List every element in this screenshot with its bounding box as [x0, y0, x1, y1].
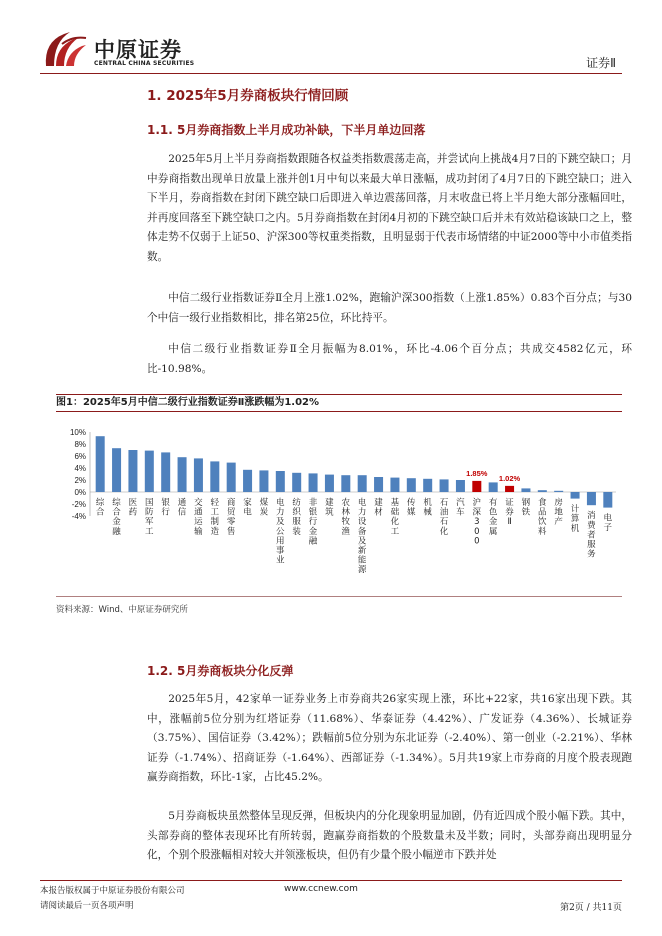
bar — [521, 488, 530, 492]
category-label: 石油石化 — [439, 498, 449, 537]
bar — [571, 492, 580, 499]
category-label: 农林牧渔 — [341, 498, 351, 537]
category-label: 家电 — [243, 498, 252, 518]
category-label: 房地产 — [554, 498, 563, 528]
figure-1-source: 资料来源：Wind、中原证券研究所 — [56, 605, 188, 615]
bar — [341, 475, 350, 492]
bar — [276, 471, 285, 492]
category-label: 计算机 — [570, 504, 580, 534]
logo-chinese-name: 中原证券 — [94, 37, 182, 62]
footer-website-link[interactable]: www.ccnew.com — [284, 884, 358, 894]
bar — [227, 463, 236, 492]
data-label: 1.02% — [498, 473, 521, 483]
category-label: 综合 — [95, 498, 105, 518]
y-tick-label: 2% — [74, 476, 86, 485]
bar — [587, 492, 596, 505]
data-label: 1.85% — [466, 468, 488, 478]
category-label: 建材 — [374, 498, 383, 518]
category-label: 电子 — [603, 513, 613, 534]
category-label: 煤炭 — [259, 498, 269, 518]
category-label: 证券 Ⅱ — [505, 498, 514, 528]
section-1-title: 1. 2025年5月券商板块行情回顾 — [147, 88, 349, 104]
bar — [456, 480, 465, 492]
bar — [423, 479, 432, 492]
category-label: 建筑 — [325, 498, 334, 518]
bar — [472, 481, 481, 492]
bar — [96, 436, 105, 492]
page-header — [0, 0, 662, 80]
footer-copyright: 本报告版权属于中原证券股份有限公司 — [40, 886, 185, 896]
industry-return-bar-chart — [56, 422, 622, 594]
category-label: 综合金融 — [112, 498, 121, 537]
bar — [194, 458, 203, 492]
category-label: 有色金属 — [488, 498, 498, 537]
y-tick-label: 0% — [74, 488, 86, 497]
bar — [374, 477, 383, 492]
bar — [112, 448, 121, 492]
y-tick-label: 6% — [74, 452, 86, 461]
category-label: 通信 — [177, 498, 187, 518]
y-tick-label: 10% — [69, 428, 86, 437]
category-label: 非银行金融 — [308, 498, 318, 547]
logo-english-name: CENTRAL CHINA SECURITIES — [94, 60, 195, 67]
bar — [325, 475, 334, 492]
bar — [505, 486, 514, 492]
section-1-2-title: 1.2. 5月券商板块分化反弹 — [147, 664, 294, 678]
category-label: 电力设备及新能源 — [357, 498, 367, 576]
y-tick-label: -4% — [71, 512, 86, 521]
bar — [440, 479, 449, 492]
category-label: 国防军工 — [145, 498, 154, 537]
bar — [489, 482, 498, 492]
section-1-1-title: 1.1. 5月券商指数上半月成功补缺，下半月单边回落 — [147, 123, 426, 137]
footer-notice: 请阅读最后一页各项声明 — [40, 901, 134, 911]
category-label: 轻工制造 — [210, 498, 220, 537]
category-label: 传媒 — [407, 498, 416, 518]
bar — [538, 490, 547, 492]
bar — [128, 450, 137, 492]
category-label: 机械 — [423, 498, 432, 518]
bar — [145, 451, 154, 492]
category-label: 食品饮料 — [538, 498, 547, 537]
bar — [358, 475, 367, 492]
figure-1-title: 图1：2025年5月中信二级行业指数证券Ⅱ涨跌幅为1.02% — [56, 394, 622, 412]
bar — [603, 492, 612, 508]
bar — [243, 470, 252, 492]
bar — [407, 478, 416, 492]
footer-page-number: 第2页 / 共11页 — [560, 903, 622, 913]
category-label: 纺织服装 — [292, 498, 301, 537]
section-1-1-paragraph-1: 2025年5月上半月券商指数跟随各权益类指数震荡走高，并尝试向上挑战4月7日的下跳空缺口；月中券商指数出现单日放量上涨并创1月中旬以来最大单日涨幅，成功封闭了4月7日的下跳空缺口；进入下半月，券商指数在封闭下跳空缺口后即进入单边震荡回落，月末收盘已将上半月绝大部分涨幅回吐，并再度回落至下跳空缺口之内。5月券商指数在封闭4月初的下跳空缺口后并未有效站稳该缺口之上，整体走势不仅弱于上证50、沪深300等权重类指数，且明显弱于代表市场情绪的中证2000等中小市值类指数。 — [147, 153, 632, 263]
bar — [161, 452, 170, 492]
section-1-1-paragraph-3: 中信二级行业指数证券Ⅱ全月振幅为8.01%，环比-4.06个百分点；共成交4582亿元，环比-10.98%。 — [147, 343, 632, 375]
bar — [390, 478, 399, 492]
category-label: 电力及公用事业 — [276, 498, 285, 566]
category-label: 银行 — [161, 498, 170, 518]
bar — [259, 470, 268, 492]
industry-tag: 证券Ⅱ — [586, 56, 616, 70]
category-label: 钢铁 — [521, 498, 531, 518]
category-label: 沪深 3 0 0 — [472, 498, 482, 547]
source-divider — [56, 596, 622, 597]
header-divider — [40, 73, 622, 74]
footer-divider — [40, 880, 622, 881]
y-tick-label: 4% — [74, 464, 86, 473]
section-1-1-paragraph-2: 中信二级行业指数证券Ⅱ全月上涨1.02%，跑输沪深300指数（上涨1.85%）0.83个百分点；与30个中信一级行业指数相比，排名第25位，环比持平。 — [147, 292, 632, 324]
category-label: 医药 — [128, 498, 138, 518]
category-label: 交通运输 — [194, 498, 203, 537]
bar — [292, 473, 301, 492]
bar — [554, 491, 563, 492]
y-tick-label: -2% — [71, 500, 86, 509]
company-logo-icon — [42, 30, 88, 68]
y-tick-label: 8% — [74, 440, 86, 449]
section-1-2-paragraph-1: 2025年5月，42家单一证券业务上市券商共26家实现上涨，环比+22家，共16家出现下跌。其中，涨幅前5位分别为红塔证券（11.68%）、华泰证券（4.42%）、广发证券（4.36%）、长城证券（3.75%）、国信证券（3.42%）；跌幅前5位分别为东北证券（-2.40%）、第一创业（-2.21%）、华林证券（-1.74%）、招商证券（-1.64%）、西部证券（-1.34%）。5月共19家上市券商的月度个股表现跑赢券商指数，环比-1家，占比45.2%。 — [147, 693, 632, 783]
section-1-2-paragraph-2: 5月券商板块虽然整体呈现反弹，但板块内的分化现象明显加剧，仍有近四成个股小幅下跌。其中，头部券商的整体表现环比有所转弱，跑赢券商指数的个股数量未及半数；同时，头部券商出现明显分化，个别个股涨幅相对较大并领涨板块，但仍有少量个股小幅逆市下跌并处 — [147, 810, 632, 861]
bar — [309, 473, 318, 492]
category-label: 商贸零售 — [226, 498, 236, 537]
bar — [210, 461, 219, 492]
category-label: 消费者服务 — [587, 511, 596, 560]
category-label: 基础化工 — [390, 498, 400, 537]
bar — [178, 457, 187, 492]
footer-disclaimer — [40, 884, 185, 914]
category-label: 汽车 — [456, 498, 465, 518]
